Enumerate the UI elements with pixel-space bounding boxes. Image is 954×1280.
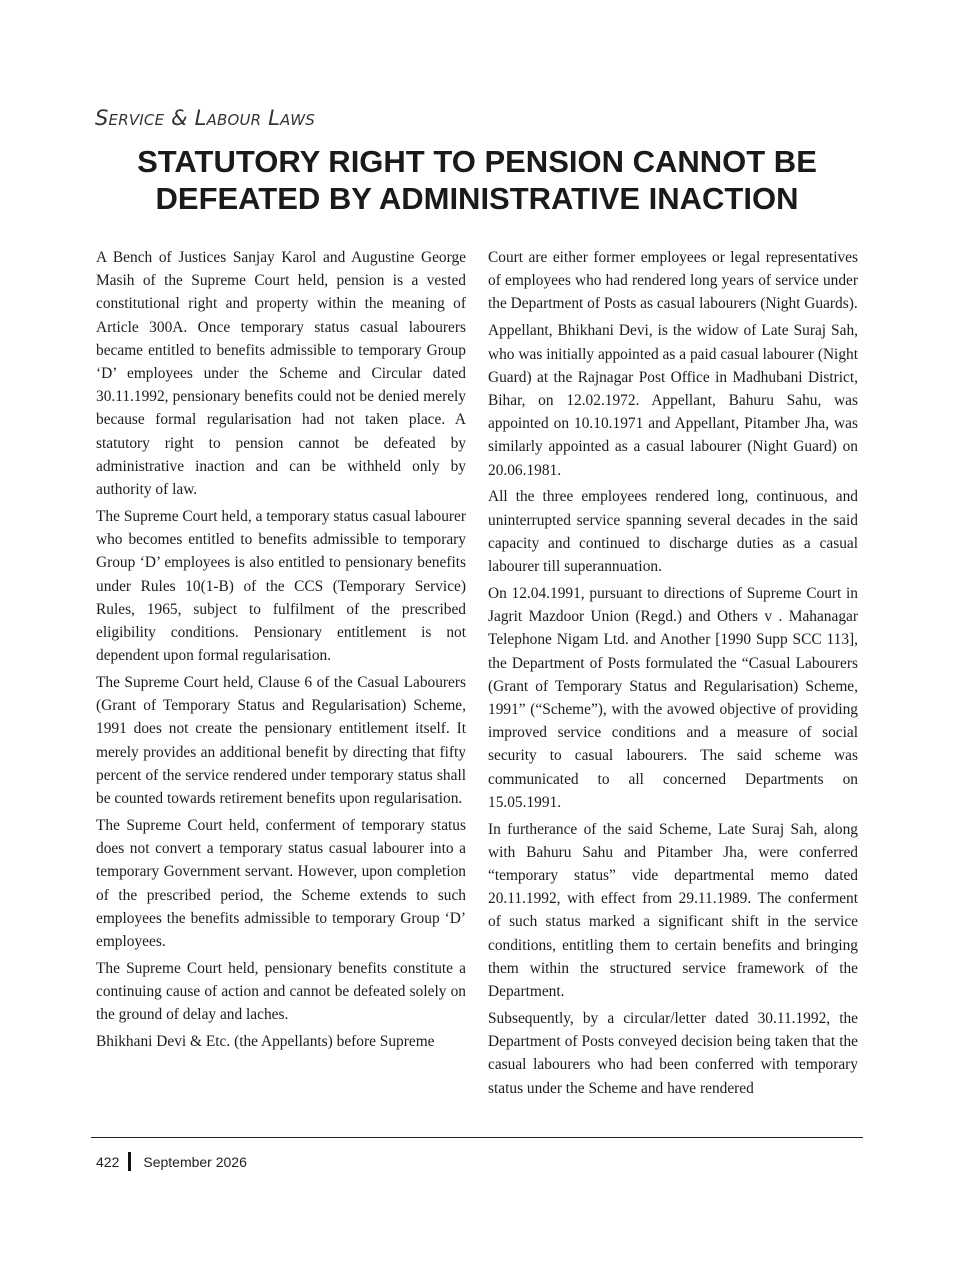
paragraph: The Supreme Court held, a temporary status casual labourer who becomes entitled to benefits admissible to temporary Group ‘D’ employees is also entitled to pensionary benefits under Rules 10(1-B) of the CCS (Temporary Service) Rules, 1965, subject to fulfilment of the prescribed eligibility conditions. Pensionary entitlement is not dependent upon formal regularisation. [96,507,466,665]
paragraph: The Supreme Court held, conferment of temporary status does not convert a temporary status casual labourer into a temporary Government servant. However, upon completion of the prescribed period, the Scheme extends to such employees the benefits admissible to temporary Group ‘D’ employees. [96,816,466,950]
footer-divider [128,1152,131,1171]
paragraph: Court are either former employees or legal representatives of employees who had rendered long years of service under the Department of Posts as casual labourers (Night Guards). [488,249,858,313]
paragraph: On 12.04.1991, pursuant to directions of Supreme Court in Jagrit Mazdoor Union (Regd.) and Others v . Mahanagar Telephone Nigam Ltd. and Another [1990 Supp SCC 113], the Department of Posts formulated the “Casual Labourers (Grant of Temporary Status and Regularisation) Scheme, 1991” (“Scheme”), with the avowed objective of providing improved service conditions and a measure of social security to casual labourers. The said scheme was communicated to all concerned Departments on 15.05.1991. [488,584,858,811]
right-column [488,246,858,1103]
title-line: STATUTORY RIGHT TO PENSION CANNOT BE [137,144,817,179]
paragraph: Appellant, Bhikhani Devi, is the widow of Late Suraj Sah, who was initially appointed as a paid casual labourer (Night Guard) at the Rajnagar Post Office in Madhubani District, Bihar, on 12.02.1972. Appellant, Bahuru Sahu, was appointed on 10.10.1971 and Appellant, Pitamber Jha, was similarly appointed as a casual labourer (Night Guard) on 20.06.1981. [488,322,858,479]
left-column [96,246,466,1057]
paragraph: The Supreme Court held, Clause 6 of the Casual Labourers (Grant of Temporary Status and Regularisation) Scheme, 1991 does not create the pensionary entitlement itself. It merely provides an additional benefit by directing that fifty percent of the service rendered under temporary status shall be counted towards retirement benefits upon regularisation. [96,674,466,808]
title-line: DEFEATED BY ADMINISTRATIVE INACTION [155,181,799,216]
article-title [95,143,859,217]
paragraph: The Supreme Court held, pensionary benefits constitute a continuing cause of action and cannot be defeated solely on the ground of delay and laches. [96,959,466,1024]
issue-date: September 2026 [143,1153,247,1170]
page-number: 422 [96,1153,120,1170]
paragraph: A Bench of Justices Sanjay Karol and Augustine George Masih of the Supreme Court held, pension is a vested constitutional right and property within the meaning of Article 300A. Once temporary status casual labourers became entitled to benefits admissible to temporary Group ‘D’ employees under the Scheme and Circular dated 30.11.1992, pensionary benefits could not be denied merely because formal regularisation had not taken place. A statutory right to pension cannot be defeated by administrative inaction and can be withheld only by authority of law. [96,249,466,499]
section-label: Service & Labour Laws [95,106,315,130]
page-footer [96,1152,247,1171]
paragraph: All the three employees rendered long, continuous, and uninterrupted service spanning several decades in the said capacity and continued to discharge duties as a casual labourer till superannuation. [488,488,858,576]
paragraph: Bhikhani Devi & Etc. (the Appellants) before Supreme [96,1033,435,1051]
paragraph: Subsequently, by a circular/letter dated 30.11.1992, the Department of Posts conveyed decision being taken that the casual labourers who had been conferred with temporary status under the Scheme and have rendered [488,1009,858,1097]
footer-rule [91,1137,863,1138]
paragraph: In furtherance of the said Scheme, Late Suraj Sah, along with Bahuru Sahu and Pitamber Jha, were conferred “temporary status” vide departmental memo dated 20.11.1992, with effect from 29.11.1989. The conferment of such status marked a significant shift in the service conditions, entitling them to certain benefits and bringing them within the structured service framework of the Department. [488,820,858,1001]
